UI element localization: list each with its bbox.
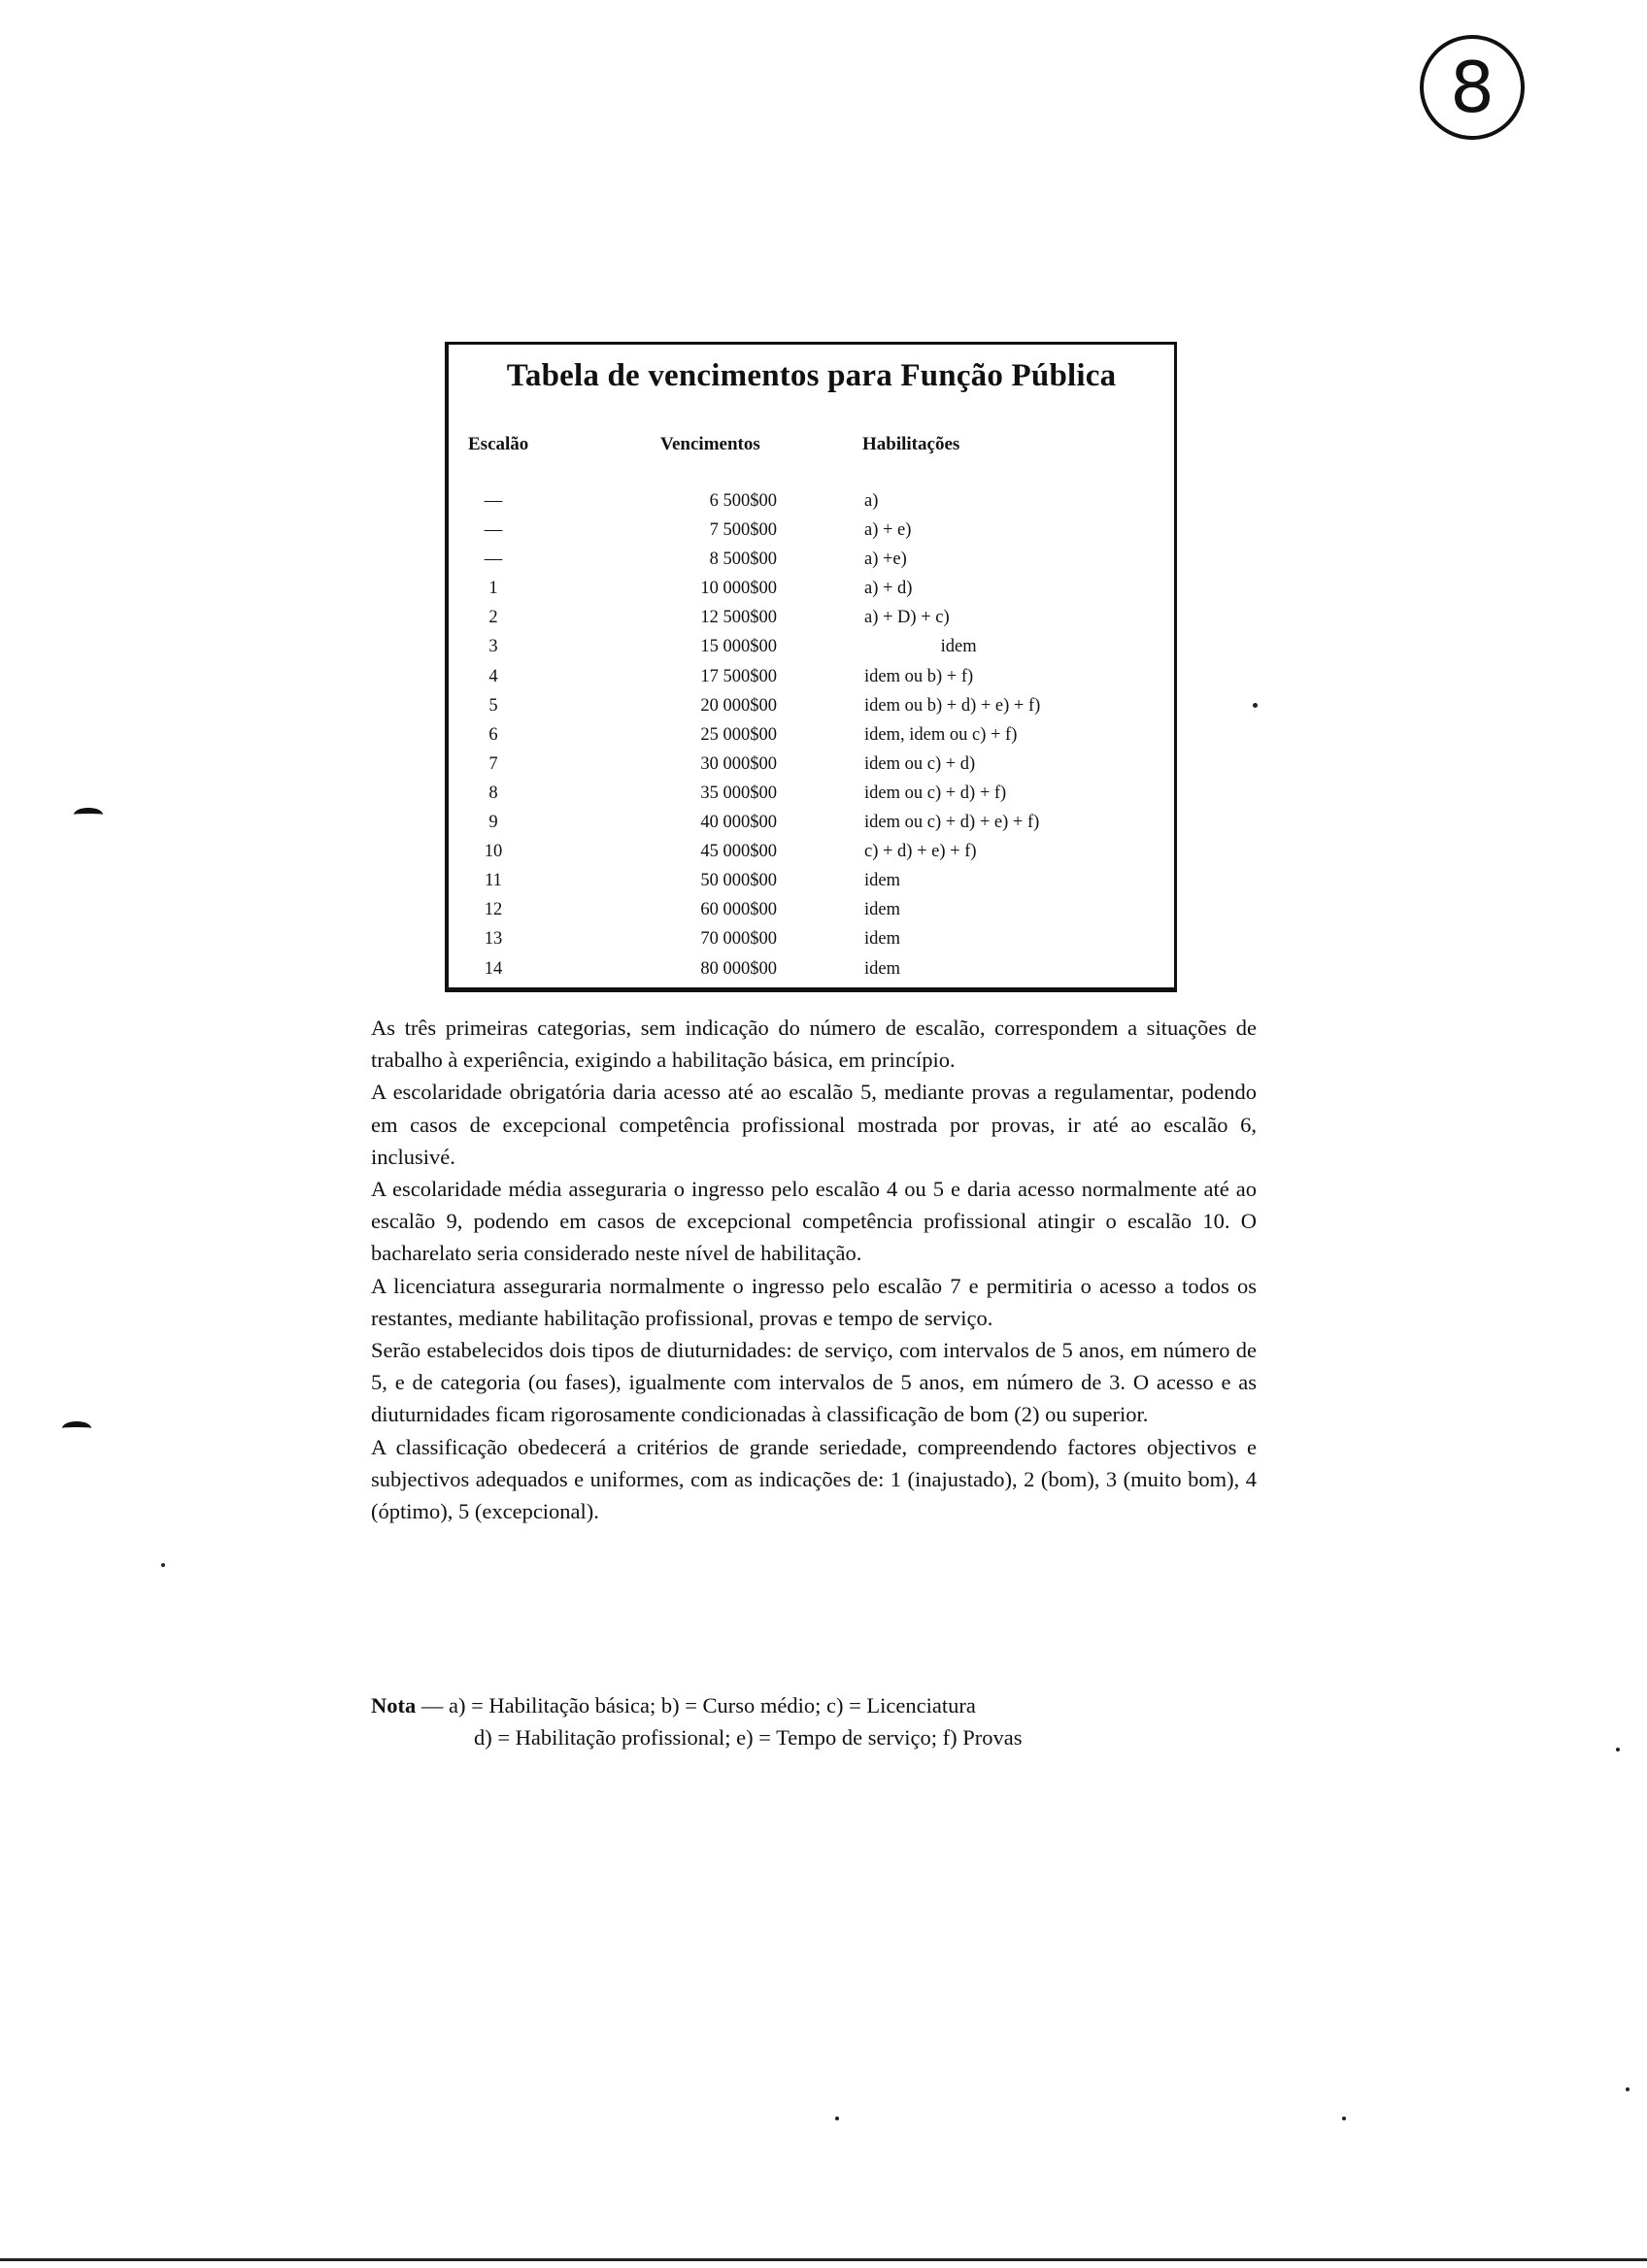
cell-vencimentos: 80 000$00 — [700, 958, 777, 979]
cell-escalao: — — [484, 520, 503, 541]
table-body — [449, 486, 1174, 984]
scan-speck — [835, 2117, 839, 2120]
cell-habilitacoes: idem ou c) + d) + f) — [864, 783, 1007, 803]
cell-vencimentos: 70 000$00 — [700, 929, 777, 950]
cell-escalao: 4 — [488, 666, 498, 686]
table-row — [449, 866, 1174, 895]
cell-habilitacoes: idem ou c) + d) — [864, 753, 976, 774]
page-number-circle — [1420, 35, 1525, 140]
paragraph: A classificação obedecerá a critérios de grande seriedade, compreendendo factores objectivos e subjectivos adequados e uniformes, com as indicações de: 1 (inajustado), 2 (bom), 3 (muito bom), 4 (óptimo), 5 (excepcional). — [371, 1434, 1257, 1524]
paragraph: A licenciatura asseguraria normalmente o ingresso pelo escalão 7 e permitiria o acesso a todos os restantes, mediante habilitação profissional, provas e tempo de serviço. — [371, 1273, 1257, 1330]
cell-vencimentos: 17 500$00 — [700, 666, 777, 686]
table-row — [449, 603, 1174, 632]
cell-habilitacoes: a) + D) + c) — [864, 608, 950, 628]
cell-escalao: 9 — [488, 813, 498, 833]
paragraph: A escolaridade média asseguraria o ingresso pelo escalão 4 ou 5 e daria acesso normalmente até ao escalão 9, podendo em casos de excepcional competência profissional atingir o escalão 10. O bacharelato seria considerado neste nível de habilitação. — [371, 1177, 1257, 1266]
header-escalao: Escalão — [468, 434, 529, 454]
scan-mark — [62, 1421, 91, 1435]
footnote — [371, 1689, 1245, 1753]
footnote-line-2: d) = Habilitação profissional; e) = Tempo de serviço; f) Provas — [474, 1725, 1023, 1750]
header-vencimentos: Vencimentos — [660, 434, 760, 454]
cell-habilitacoes: idem ou c) + d) + e) + f) — [864, 813, 1040, 833]
table-row — [449, 808, 1174, 837]
table-row — [449, 750, 1174, 779]
table-row — [449, 545, 1174, 574]
cell-habilitacoes: a) + d) — [864, 579, 913, 599]
salary-table — [445, 342, 1177, 992]
cell-vencimentos: 7 500$00 — [709, 520, 777, 541]
header-habilitacoes: Habilitações — [862, 434, 960, 454]
cell-habilitacoes: c) + d) + e) + f) — [864, 842, 977, 862]
cell-vencimentos: 50 000$00 — [700, 871, 777, 891]
table-row — [449, 924, 1174, 953]
cell-habilitacoes: idem — [864, 958, 900, 979]
cell-habilitacoes: idem — [864, 929, 900, 950]
cell-escalao: 13 — [484, 929, 503, 950]
paragraph: A escolaridade obrigatória daria acesso até ao escalão 5, mediante provas a regulamentar, podendo em casos de excepcional competência profissional mostrada por provas, ir até ao escalão 6, inclusivé. — [371, 1080, 1257, 1169]
table-row — [449, 954, 1174, 984]
cell-habilitacoes: idem — [864, 871, 900, 891]
cell-habilitacoes: idem, idem ou c) + f) — [864, 724, 1018, 745]
cell-vencimentos: 8 500$00 — [709, 550, 777, 570]
cell-vencimentos: 60 000$00 — [700, 900, 777, 920]
scan-speck — [1626, 2087, 1630, 2091]
table-row — [449, 837, 1174, 866]
cell-escalao: 3 — [488, 637, 498, 657]
cell-vencimentos: 25 000$00 — [700, 724, 777, 745]
cell-escalao: 12 — [484, 900, 503, 920]
cell-vencimentos: 12 500$00 — [700, 608, 777, 628]
cell-vencimentos: 15 000$00 — [700, 637, 777, 657]
cell-vencimentos: 20 000$00 — [700, 695, 777, 716]
table-row — [449, 486, 1174, 516]
cell-escalao: — — [484, 491, 503, 511]
cell-escalao: — — [484, 550, 503, 570]
cell-escalao: 7 — [488, 753, 498, 774]
page-number: 8 — [1450, 47, 1495, 128]
cell-vencimentos: 10 000$00 — [700, 579, 777, 599]
scan-speck — [1253, 703, 1258, 708]
cell-habilitacoes: a) +e) — [864, 550, 907, 570]
cell-escalao: 2 — [488, 608, 498, 628]
footnote-dash: — — [416, 1693, 449, 1718]
cell-habilitacoes: idem — [864, 637, 977, 657]
table-row — [449, 662, 1174, 691]
cell-escalao: 11 — [485, 871, 502, 891]
table-row — [449, 574, 1174, 603]
scan-speck — [1616, 1748, 1620, 1751]
cell-vencimentos: 40 000$00 — [700, 813, 777, 833]
table-row — [449, 895, 1174, 924]
footnote-line-1: a) = Habilitação básica; b) = Curso médio; c) = Licenciatura — [449, 1693, 976, 1718]
cell-habilitacoes: a) — [864, 491, 879, 511]
page-edge — [0, 2258, 1647, 2261]
table-row — [449, 720, 1174, 750]
scan-mark — [74, 808, 103, 821]
paragraph: As três primeiras categorias, sem indicação do número de escalão, correspondem a situações de trabalho à experiência, exigindo a habilitação básica, em princípio. — [371, 1016, 1257, 1073]
cell-vencimentos: 45 000$00 — [700, 842, 777, 862]
cell-habilitacoes: idem ou b) + f) — [864, 666, 974, 686]
scan-speck — [1342, 2117, 1346, 2120]
table-row — [449, 516, 1174, 545]
footnote-label: Nota — [371, 1693, 417, 1718]
cell-habilitacoes: idem — [864, 900, 900, 920]
paragraph: Serão estabelecidos dois tipos de diuturnidades: de serviço, com intervalos de 5 anos, em número de 5, e de categoria (ou fases), igualmente com intervalos de 5 anos, em número de 3. O acesso e as diuturnidades ficam rigorosamente condicionadas à classificação de bom (2) ou superior. — [371, 1338, 1257, 1427]
cell-escalao: 8 — [488, 783, 498, 803]
cell-habilitacoes: idem ou b) + d) + e) + f) — [864, 695, 1041, 716]
table-title: Tabela de vencimentos para Função Pública — [506, 358, 1117, 393]
cell-habilitacoes: a) + e) — [864, 520, 912, 541]
table-row — [449, 691, 1174, 720]
cell-escalao: 6 — [488, 724, 498, 745]
cell-escalao: 1 — [488, 579, 498, 599]
scan-speck — [161, 1563, 165, 1567]
cell-escalao: 5 — [488, 695, 498, 716]
cell-vencimentos: 30 000$00 — [700, 753, 777, 774]
cell-vencimentos: 6 500$00 — [709, 491, 777, 511]
cell-escalao: 14 — [484, 958, 503, 979]
table-row — [449, 632, 1174, 661]
cell-vencimentos: 35 000$00 — [700, 783, 777, 803]
body-text — [371, 1012, 1257, 1527]
table-row — [449, 779, 1174, 808]
cell-escalao: 10 — [484, 842, 503, 862]
